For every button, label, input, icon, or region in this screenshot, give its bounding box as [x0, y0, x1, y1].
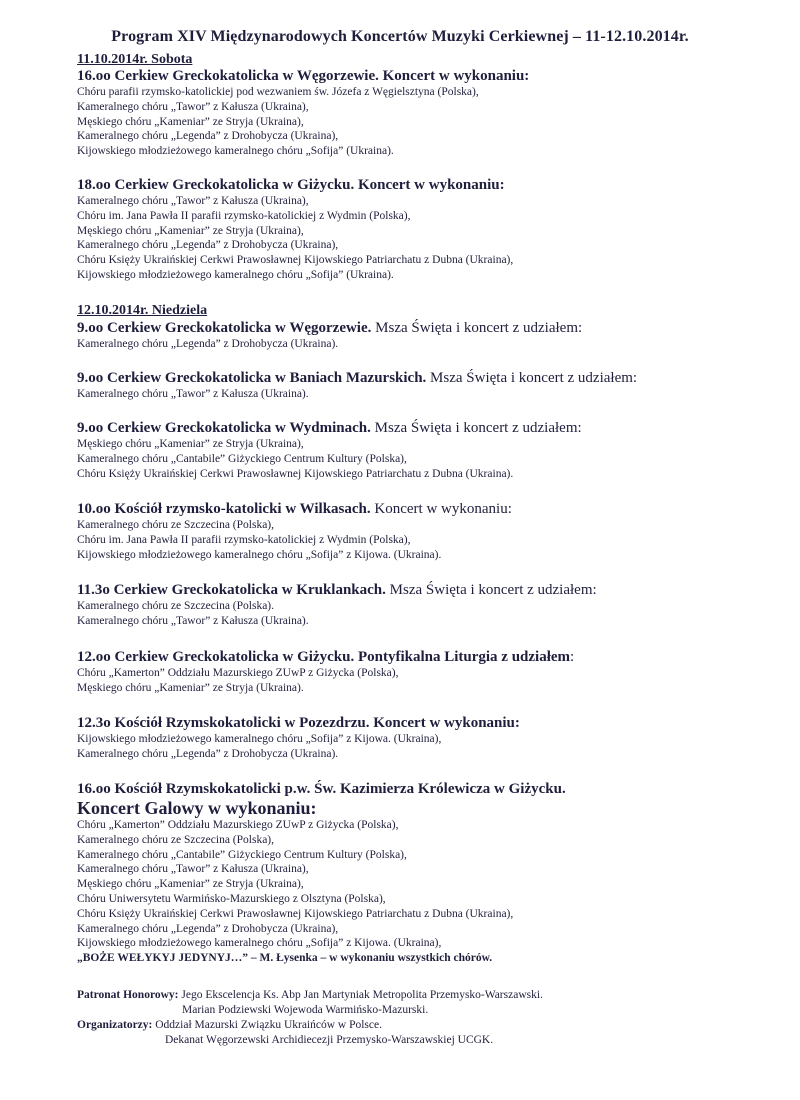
program-title: Program XIV Międzynarodowych Koncertów Muzyki Cerkiewnej – 11-12.10.2014r.: [111, 28, 689, 45]
patronat-line: Marian Podziewski Wojewoda Warmińsko-Mazurski.: [182, 1004, 429, 1016]
event-heading: 9.oo Cerkiew Greckokatolicka w Baniach Mazurskich. Msza Święta i koncert z udziałem:: [77, 370, 638, 386]
day-date-saturday: 11.10.2014r. Sobota: [77, 52, 193, 67]
performer-line: Kijowskiego młodzieżowego kameralnego chóru „Sofija” z Kijowa. (Ukraina).: [77, 548, 442, 561]
event-heading: 12.oo Cerkiew Greckokatolicka w Giżycku. Pontyfikalna Liturgia z udziałem:: [77, 649, 575, 665]
performer-line: Kameralnego chóru ze Szczecina (Polska),: [77, 519, 275, 531]
organizers-row: [77, 1018, 543, 1033]
organizers-line: Oddział Mazurski Związku Ukraińców w Polsce.: [152, 1019, 382, 1031]
performer-line: Chóru „Kamerton” Oddziału Mazurskiego ZUwP z Giżycka (Polska),: [77, 819, 399, 831]
performer-line: Kameralnego chóru „Legenda” z Drohobycza (Ukraina),: [77, 922, 339, 935]
performer-line: Kijowskiego młodzieżowego kameralnego chóru „Sofija” (Ukraina).: [77, 268, 394, 281]
performer-line: Kameralnego chóru ze Szczecina (Polska),: [77, 833, 275, 846]
patronat-line: Jego Ekscelencja Ks. Abp Jan Martyniak Metropolita Przemysko-Warszawski.: [178, 989, 543, 1001]
event-block: [77, 582, 777, 629]
event-block: [77, 370, 777, 402]
event-block-gala: [77, 781, 777, 966]
patronat-label: Patronat Honorowy:: [77, 989, 179, 1001]
event-block: [77, 649, 777, 696]
event-block: [77, 68, 777, 159]
performer-line: Kameralnego chóru „Legenda” z Drohobycza (Ukraina),: [77, 239, 339, 252]
performer-line: Chóru Księży Ukraińskiej Cerkwi Prawosławnej Kijowskiego Patriarchatu z Dubna (Ukraina).: [77, 467, 514, 480]
performer-line: Kameralnego chóru ze Szczecina (Polska).: [77, 600, 275, 612]
performer-line: Chóru Uniwersytetu Warmińsko-Mazurskiego z Olsztyna (Polska),: [77, 892, 386, 905]
performer-line: Kameralnego chóru „Cantabile” Giżyckiego Centrum Kultury (Polska),: [77, 452, 407, 465]
organizers-label: Organizatorzy:: [77, 1019, 153, 1031]
day-date-sunday: 12.10.2014r. Niedziela: [77, 303, 208, 318]
performer-line: Męskiego chóru „Kameniar” ze Stryja (Ukraina).: [77, 681, 304, 694]
performer-line: Kameralnego chóru „Legenda” z Drohobycza (Ukraina),: [77, 130, 339, 143]
gala-subheading: Koncert Galowy w wykonaniu:: [77, 798, 317, 818]
performer-line: Chóru „Kamerton” Oddziału Mazurskiego ZUwP z Giżycka (Polska),: [77, 667, 399, 679]
event-heading: 10.oo Kościół rzymsko-katolicki w Wilkasach. Koncert w wykonaniu:: [77, 501, 512, 517]
performer-line: Chóru Księży Ukraińskiej Cerkwi Prawosławnej Kijowskiego Patriarchatu z Dubna (Ukraina),: [77, 254, 514, 267]
event-heading: 9.oo Cerkiew Greckokatolicka w Wydminach. Msza Święta i koncert z udziałem:: [77, 420, 582, 436]
performer-line: Chóru im. Jana Pawła II parafii rzymsko-katolickiej z Wydmin (Polska),: [77, 533, 411, 546]
patronat-row: [77, 1003, 543, 1018]
event-block: [77, 501, 777, 562]
organizers-line: Dekanat Węgorzewski Archidiecezji Przemysko-Warszawskiej UCGK.: [165, 1034, 494, 1046]
performer-line: Męskiego chóru „Kameniar” ze Stryja (Ukraina),: [77, 224, 304, 237]
event-heading: 16.oo Cerkiew Greckokatolicka w Węgorzewie. Koncert w wykonaniu:: [77, 68, 530, 84]
performer-line: Kameralnego chóru „Tawor” z Kałusza (Ukraina),: [77, 863, 309, 876]
performer-line: Chóru Księży Ukraińskiej Cerkwi Prawosławnej Kijowskiego Patriarchatu z Dubna (Ukraina),: [77, 907, 514, 920]
event-block: [77, 715, 777, 762]
performer-line: Kameralnego chóru „Tawor” z Kałusza (Ukraina).: [77, 614, 309, 627]
event-heading: 11.3o Cerkiew Greckokatolicka w Kruklankach. Msza Święta i koncert z udziałem:: [77, 582, 597, 598]
event-block: [77, 320, 777, 352]
performer-line: Chóru im. Jana Pawła II parafii rzymsko-katolickiej z Wydmin (Polska),: [77, 209, 411, 222]
performer-line: Kameralnego chóru „Tawor” z Kałusza (Ukraina).: [77, 388, 309, 400]
performer-line: Kameralnego chóru „Legenda” z Drohobycza (Ukraina).: [77, 747, 339, 760]
performer-line: Kijowskiego młodzieżowego kameralnego chóru „Sofija” z Kijowa. (Ukraina),: [77, 937, 442, 950]
event-block: [77, 177, 777, 283]
performer-line: Męskiego chóru „Kameniar” ze Stryja (Ukraina),: [77, 438, 304, 450]
performer-line: Chóru parafii rzymsko-katolickiej pod wezwaniem św. Józefa z Węgielsztyna (Polska),: [77, 86, 479, 98]
performer-line: Kameralnego chóru „Legenda” z Drohobycza (Ukraina).: [77, 338, 339, 350]
event-heading: 9.oo Cerkiew Greckokatolicka w Węgorzewie. Msza Święta i koncert z udziałem:: [77, 320, 583, 336]
performer-line: Kijowskiego młodzieżowego kameralnego chóru „Sofija” z Kijowa. (Ukraina),: [77, 733, 442, 745]
performer-line: Kameralnego chóru „Cantabile” Giżyckiego Centrum Kultury (Polska),: [77, 848, 407, 861]
organizers-row: [77, 1033, 543, 1048]
footer: [77, 988, 543, 1048]
finale-line: „BOŻE WEŁYKYJ JEDYNYJ…” – M. Łysenka – w wykonaniu wszystkich chórów.: [77, 952, 493, 965]
event-block: [77, 420, 777, 481]
patronat-row: [77, 988, 543, 1003]
performer-line: Męskiego chóru „Kameniar” ze Stryja (Ukraina),: [77, 115, 304, 128]
performer-line: Kijowskiego młodzieżowego kameralnego chóru „Sofija” (Ukraina).: [77, 145, 394, 158]
event-heading: 18.oo Cerkiew Greckokatolicka w Giżycku. Koncert w wykonaniu:: [77, 177, 505, 193]
performer-line: Kameralnego chóru „Tawor” z Kałusza (Ukraina),: [77, 100, 309, 113]
event-heading: 16.oo Kościół Rzymskokatolicki p.w. Św. Kazimierza Królewicza w Giżycku.: [77, 781, 566, 797]
performer-line: Męskiego chóru „Kameniar” ze Stryja (Ukraina),: [77, 878, 304, 891]
event-heading: 12.3o Kościół Rzymskokatolicki w Pozezdrzu. Koncert w wykonaniu:: [77, 715, 520, 731]
performer-line: Kameralnego chóru „Tawor” z Kałusza (Ukraina),: [77, 195, 309, 207]
